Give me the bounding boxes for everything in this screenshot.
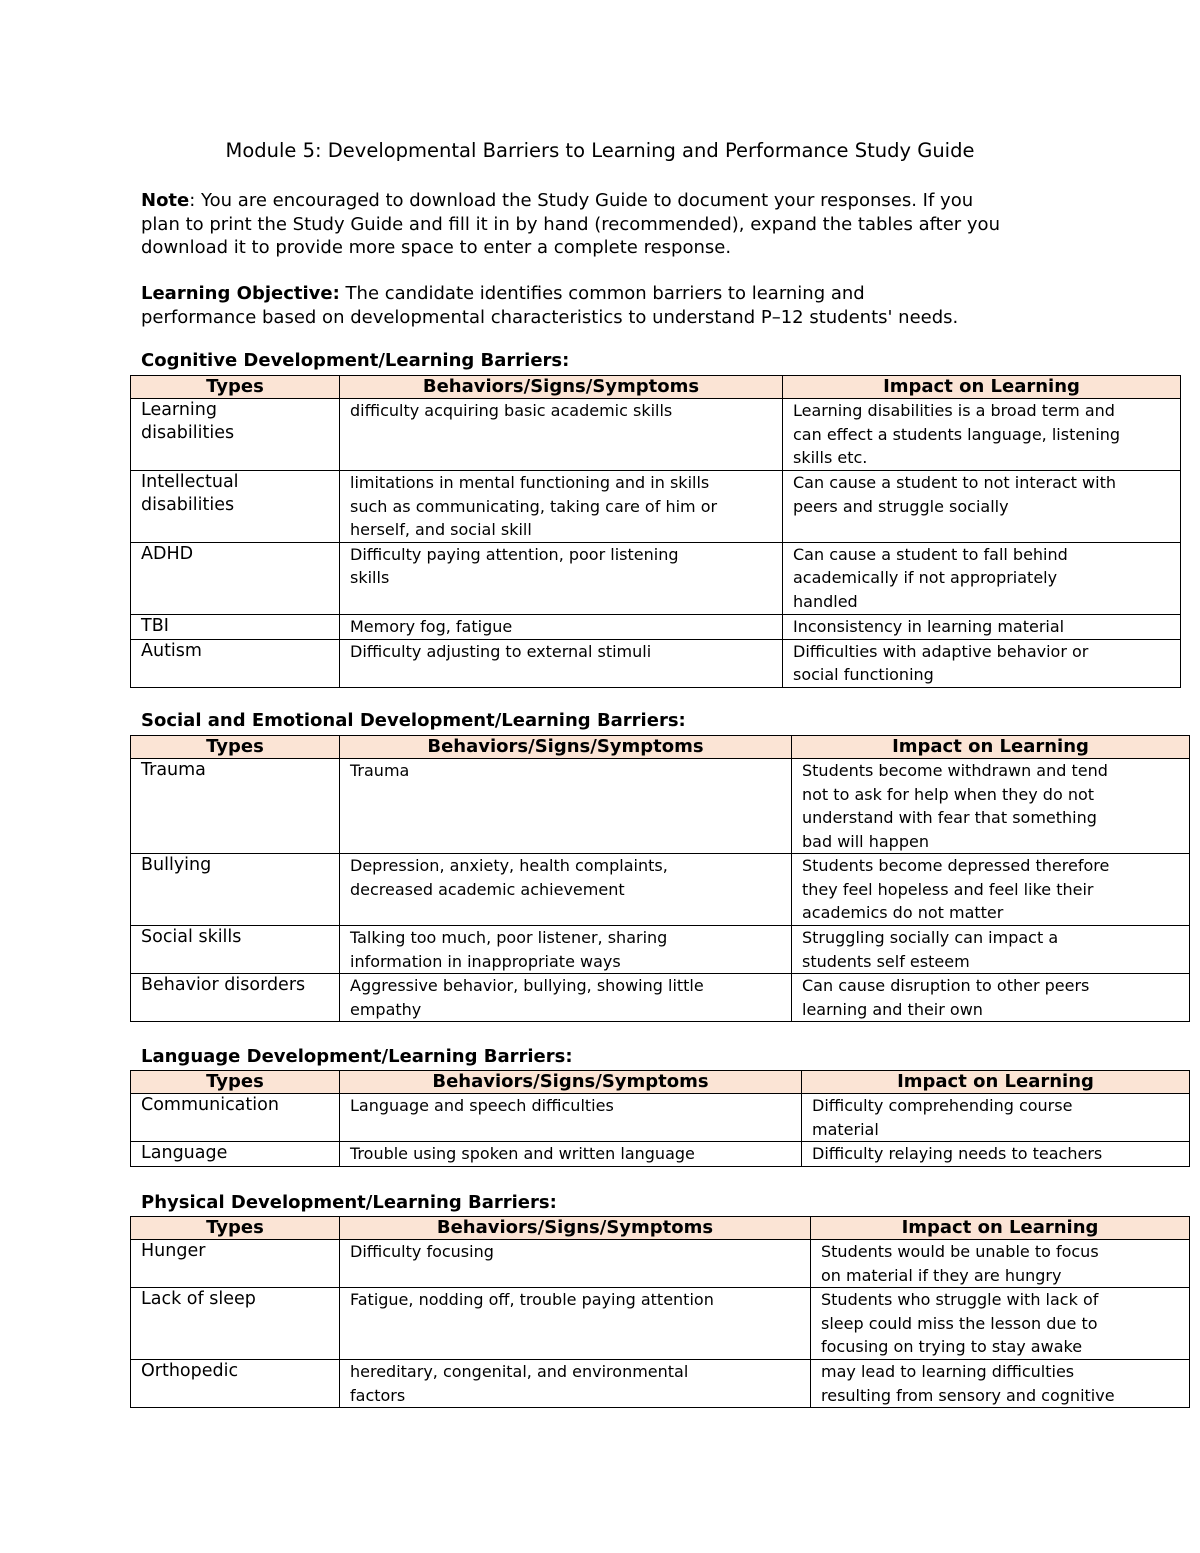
cell-impact <box>783 471 1181 543</box>
cell-line: Difficulty comprehending course <box>812 1096 1073 1115</box>
table-row <box>131 399 1181 471</box>
cell-line: bad will happen <box>802 831 929 851</box>
cell-impact <box>802 1142 1190 1167</box>
cell-type <box>131 759 340 854</box>
cell-behavior <box>340 639 783 687</box>
cell-line: peers and struggle socially <box>793 496 1009 516</box>
cell-line: Can cause disruption to other peers <box>802 976 1090 995</box>
table-row <box>131 542 1181 614</box>
cell-line: resulting from sensory and cognitive <box>821 1385 1115 1405</box>
cell-line: Learning <box>141 400 217 420</box>
table-body <box>131 1240 1190 1408</box>
cell-behavior <box>340 974 792 1022</box>
cell-line: limitations in mental functioning and in skills <box>350 473 710 492</box>
cell-impact <box>783 639 1181 687</box>
column-header-impact: Impact on Learning <box>792 736 1190 759</box>
cell-impact <box>783 399 1181 471</box>
cell-line: disabilities <box>141 495 235 515</box>
cell-line: focusing on trying to stay awake <box>821 1337 1083 1356</box>
cell-behavior <box>340 399 783 471</box>
cell-line: Language <box>141 1143 228 1163</box>
cell-line: on material if they are hungry <box>821 1265 1062 1285</box>
cell-line: not to ask for help when they do not <box>802 784 1095 804</box>
cell-line: academics do not matter <box>802 903 1004 922</box>
cell-line: Inconsistency in learning material <box>793 616 1065 636</box>
table-row <box>131 1360 1190 1408</box>
column-header-types: Types <box>131 736 340 759</box>
cell-type <box>131 1142 340 1167</box>
cell-line: Depression, anxiety, health complaints, <box>350 856 668 875</box>
table-body <box>131 399 1181 688</box>
cell-type <box>131 1094 340 1142</box>
table-row <box>131 1094 1190 1142</box>
cell-impact <box>811 1288 1190 1360</box>
cell-line: Difficulty relaying needs to teachers <box>812 1144 1103 1163</box>
cell-line: academically if not appropriately <box>793 568 1058 587</box>
cell-line: Difficulty focusing <box>350 1242 494 1261</box>
table-header-row <box>131 736 1190 759</box>
cell-line: Students who struggle with lack of <box>821 1290 1099 1309</box>
column-header-impact: Impact on Learning <box>783 376 1181 399</box>
cell-line: material <box>812 1119 879 1139</box>
cell-line: can effect a students language, listening <box>793 424 1121 444</box>
section-heading-physical: Physical Development/Learning Barriers: <box>141 1192 557 1213</box>
note-paragraph <box>141 189 1000 260</box>
cell-type <box>131 1240 340 1288</box>
table-row <box>131 854 1190 926</box>
cell-line: students self esteem <box>802 951 970 971</box>
cell-line: difficulty acquiring basic academic skills <box>350 401 673 420</box>
column-header-behaviors: Behaviors/Signs/Symptoms <box>340 1071 802 1094</box>
cell-behavior <box>340 471 783 543</box>
cell-line: herself, and social skill <box>350 520 532 539</box>
column-header-behaviors: Behaviors/Signs/Symptoms <box>340 376 783 399</box>
column-header-types: Types <box>131 1217 340 1240</box>
note-label: Note <box>141 190 190 211</box>
cell-line: Trauma <box>350 761 410 780</box>
cell-impact <box>792 854 1190 926</box>
cell-line: factors <box>350 1385 406 1405</box>
table-row <box>131 759 1190 854</box>
cell-impact <box>811 1240 1190 1288</box>
cell-behavior <box>340 1240 811 1288</box>
column-header-impact: Impact on Learning <box>802 1071 1190 1094</box>
cell-type <box>131 614 340 639</box>
note-line: download it to provide more space to enter a complete response. <box>141 237 732 258</box>
table-row <box>131 614 1181 639</box>
objective-line: The candidate identifies common barriers to learning and <box>339 283 865 304</box>
cell-behavior <box>340 759 792 854</box>
cell-line: Students become depressed therefore <box>802 856 1110 875</box>
cell-behavior <box>340 542 783 614</box>
cell-line: skills etc. <box>793 448 868 467</box>
cell-line: Difficulty adjusting to external stimuli <box>350 641 652 661</box>
table-header-row <box>131 1217 1190 1240</box>
cell-line: Can cause a student to fall behind <box>793 544 1068 564</box>
table-row <box>131 1240 1190 1288</box>
cell-line: Orthopedic <box>141 1361 239 1381</box>
cell-line: Trauma <box>141 760 206 780</box>
cell-behavior <box>340 854 792 926</box>
table-row <box>131 1142 1190 1167</box>
section-heading-cognitive: Cognitive Development/Learning Barriers: <box>141 350 570 371</box>
cell-behavior <box>340 1094 802 1142</box>
cell-line: they feel hopeless and feel like their <box>802 879 1094 899</box>
cell-type <box>131 639 340 687</box>
cell-line: handled <box>793 591 858 611</box>
language-barriers-table <box>130 1070 1190 1167</box>
cell-line: Trouble using spoken and written language <box>350 1144 695 1163</box>
cell-type <box>131 1360 340 1408</box>
cell-line: Struggling socially can impact a <box>802 928 1059 947</box>
cell-line: social functioning <box>793 665 934 684</box>
cell-line: information in inappropriate ways <box>350 951 621 971</box>
column-header-types: Types <box>131 1071 340 1094</box>
cognitive-barriers-table <box>130 375 1181 688</box>
cell-line: Intellectual <box>141 472 239 492</box>
social-emotional-barriers-table <box>130 735 1190 1022</box>
cell-impact <box>792 759 1190 854</box>
cell-behavior <box>340 1142 802 1167</box>
cell-impact <box>792 926 1190 974</box>
section-heading-social-emotional: Social and Emotional Development/Learning Barriers: <box>141 710 686 731</box>
cell-impact <box>783 542 1181 614</box>
cell-impact <box>802 1094 1190 1142</box>
cell-line: decreased academic achievement <box>350 879 625 899</box>
section-heading-language: Language Development/Learning Barriers: <box>141 1046 573 1067</box>
table-header-row <box>131 1071 1190 1094</box>
physical-barriers-table <box>130 1216 1190 1408</box>
cell-type <box>131 1288 340 1360</box>
cell-behavior <box>340 1288 811 1360</box>
column-header-behaviors: Behaviors/Signs/Symptoms <box>340 736 792 759</box>
cell-line: Talking too much, poor listener, sharing <box>350 928 668 947</box>
cell-line: learning and their own <box>802 999 983 1019</box>
cell-line: Can cause a student to not interact with <box>793 473 1116 492</box>
note-line: plan to print the Study Guide and fill it in by hand (recommended), expand the tables after you <box>141 213 1000 235</box>
cell-line: Autism <box>141 640 202 661</box>
cell-line: Learning disabilities is a broad term and <box>793 401 1115 420</box>
cell-behavior <box>340 614 783 639</box>
cell-type <box>131 399 340 471</box>
cell-type <box>131 542 340 614</box>
cell-line: Difficulty paying attention, poor listening <box>350 544 679 564</box>
cell-line: may lead to learning difficulties <box>821 1362 1075 1381</box>
cell-line: Hunger <box>141 1241 206 1261</box>
cell-line: understand with fear that something <box>802 808 1097 827</box>
cell-line: Language and speech difficulties <box>350 1096 614 1115</box>
cell-line: such as communicating, taking care of him or <box>350 496 718 516</box>
cell-impact <box>811 1360 1190 1408</box>
cell-line: Aggressive behavior, bullying, showing little <box>350 976 704 995</box>
cell-type <box>131 471 340 543</box>
table-row <box>131 1288 1190 1360</box>
cell-line: ADHD <box>141 543 194 564</box>
cell-impact <box>783 614 1181 639</box>
cell-line: Fatigue, nodding off, trouble paying attention <box>350 1290 714 1309</box>
cell-behavior <box>340 926 792 974</box>
cell-line: Students would be unable to focus <box>821 1242 1099 1261</box>
table-body <box>131 759 1190 1022</box>
cell-line: Bullying <box>141 855 212 875</box>
cell-line: Social skills <box>141 927 242 947</box>
cell-behavior <box>340 1360 811 1408</box>
cell-line: Lack of sleep <box>141 1289 256 1309</box>
column-header-types: Types <box>131 376 340 399</box>
cell-line: empathy <box>350 999 422 1019</box>
cell-line: Communication <box>141 1095 279 1115</box>
learning-objective-paragraph <box>141 282 958 329</box>
column-header-behaviors: Behaviors/Signs/Symptoms <box>340 1217 811 1240</box>
cell-impact <box>792 974 1190 1022</box>
learning-objective-label: Learning Objective: <box>141 283 340 304</box>
cell-line: hereditary, congenital, and environmental <box>350 1362 689 1381</box>
table-row <box>131 639 1181 687</box>
cell-line: Difficulties with adaptive behavior or <box>793 641 1089 661</box>
cell-type <box>131 854 340 926</box>
cell-type <box>131 926 340 974</box>
cell-type <box>131 974 340 1022</box>
cell-line: TBI <box>141 615 169 636</box>
column-header-impact: Impact on Learning <box>811 1217 1190 1240</box>
cell-line: Memory fog, fatigue <box>350 616 513 636</box>
cell-line: disabilities <box>141 423 235 443</box>
table-row <box>131 974 1190 1022</box>
document-title: Module 5: Developmental Barriers to Learning and Performance Study Guide <box>225 139 975 162</box>
note-line: : You are encouraged to download the Study Guide to document your responses. If you <box>189 190 974 211</box>
table-header-row <box>131 376 1181 399</box>
table-row <box>131 926 1190 974</box>
cell-line: sleep could miss the lesson due to <box>821 1313 1098 1333</box>
cell-line: Behavior disorders <box>141 975 306 995</box>
table-body <box>131 1094 1190 1167</box>
cell-line: skills <box>350 568 390 587</box>
cell-line: Students become withdrawn and tend <box>802 761 1108 780</box>
objective-line: performance based on developmental characteristics to understand P–12 students' needs. <box>141 306 959 328</box>
table-row <box>131 471 1181 543</box>
